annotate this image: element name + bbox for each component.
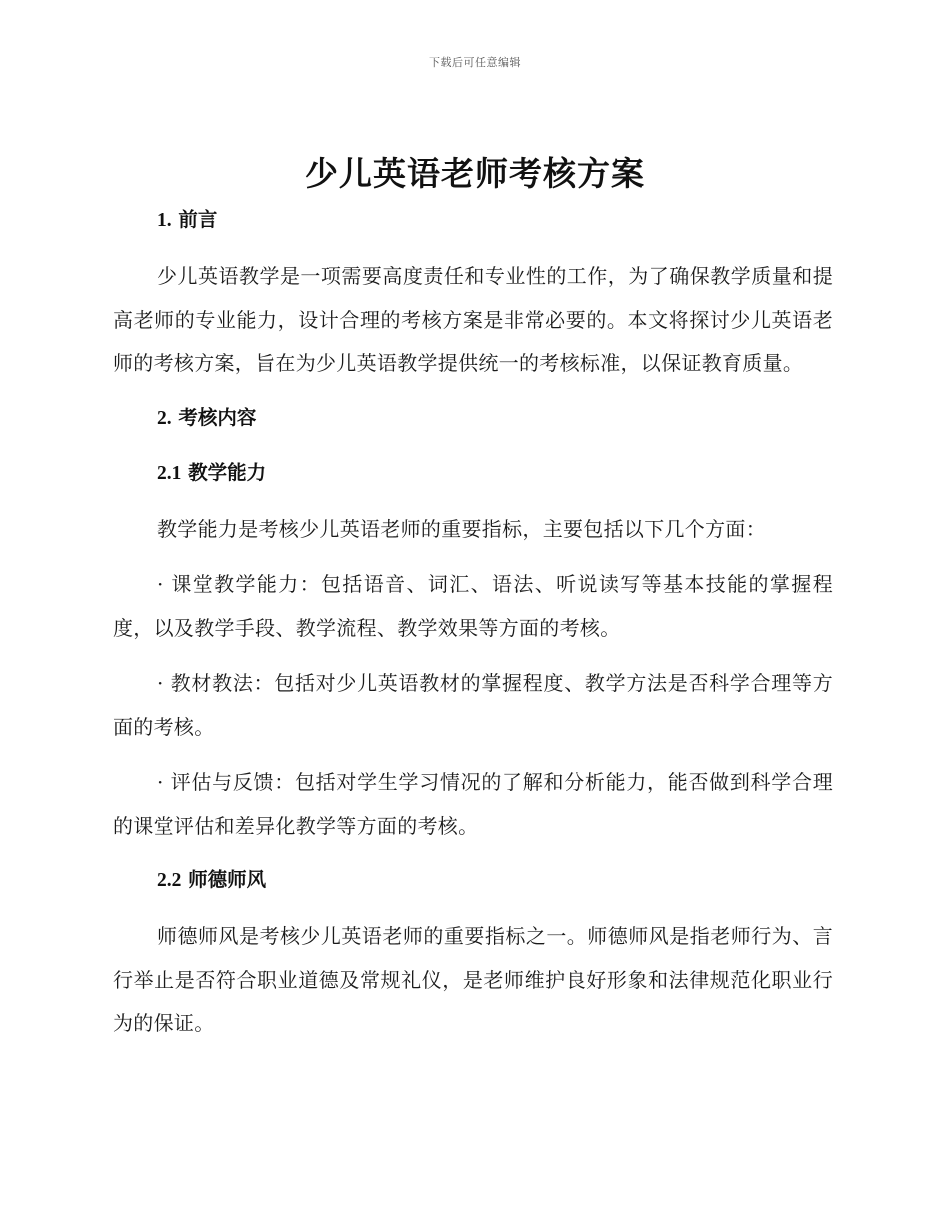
paragraph-teaching-ability-intro: 教学能力是考核少儿英语老师的重要指标，主要包括以下几个方面：: [157, 516, 766, 541]
subsection-heading-teaching-ability: [157, 453, 833, 494]
section-title: 师德师风: [188, 868, 267, 891]
document-title: 少儿英语老师考核方案: [305, 154, 645, 193]
header-note: 下载后可任意编辑: [429, 56, 521, 69]
list-item: · 评估与反馈：包括对学生学习情况的了解和分析能力，能否做到科学合理的课堂评估和差异化教学等方面的考核。: [113, 770, 833, 838]
paragraph-preface: 少儿英语教学是一项需要高度责任和专业性的工作，为了确保教学质量和提高老师的专业能力，设计合理的考核方案是非常必要的。本文将探讨少儿英语老师的考核方案，旨在为少儿英语教学提供统一的考核标准，以保证教育质量。: [113, 264, 833, 375]
section-title: 考核内容: [178, 405, 257, 429]
section-number: 2.: [157, 407, 172, 429]
section-heading-content: [157, 398, 833, 439]
list-item: · 课堂教学能力：包括语音、词汇、语法、听说读写等基本技能的掌握程度，以及教学手段、教学流程、教学效果等方面的考核。: [113, 572, 833, 640]
section-number: 2.2: [157, 870, 182, 891]
section-title: 前言: [178, 208, 218, 231]
subsection-heading-ethics: [157, 860, 833, 901]
paragraph-ethics: 师德师风是考核少儿英语老师的重要指标之一。师德师风是指老师行为、言行举止是否符合职业道德及常规礼仪，是老师维护良好形象和法律规范化职业行为的保证。: [113, 924, 833, 1035]
section-heading-preface: [157, 200, 833, 241]
section-number: 2.1: [157, 462, 182, 484]
section-number: 1.: [157, 210, 172, 231]
document-body: [113, 200, 833, 1046]
section-title: 教学能力: [188, 460, 267, 484]
list-item: · 教材教法：包括对少儿英语教材的掌握程度、教学方法是否科学合理等方面的考核。: [113, 671, 833, 739]
